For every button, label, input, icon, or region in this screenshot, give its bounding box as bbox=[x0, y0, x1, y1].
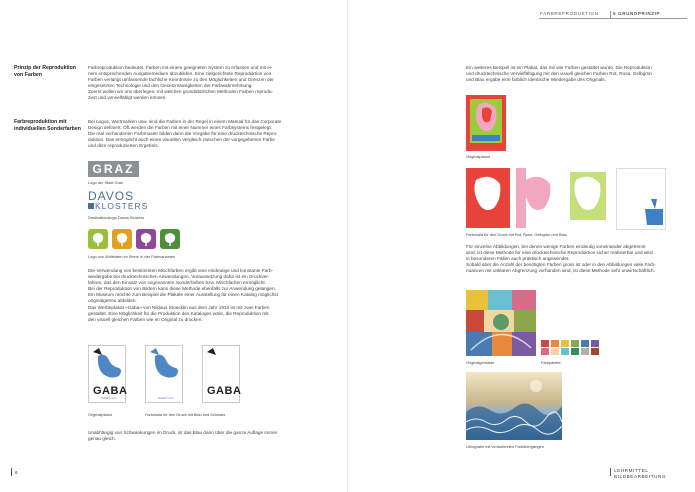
litho-caption: Lithografie mit verlaufenden Farbübergängen bbox=[466, 444, 544, 449]
footer-line2: BILDBEARBEITUNG bbox=[614, 473, 667, 479]
tree-logos bbox=[88, 228, 208, 250]
poster-original-caption: Originalplakat bbox=[466, 154, 490, 159]
palette-swatch bbox=[581, 340, 589, 347]
header-section: 5 GRUNDPRINZIP bbox=[613, 11, 661, 16]
painting-graphic bbox=[466, 290, 536, 356]
lithograph-graphic bbox=[466, 372, 562, 440]
scale-caption: Farbskala für den Druck mit Rot, Rosa, Gelbgrün und Blau bbox=[466, 232, 567, 237]
page-number-left: 6 bbox=[15, 470, 18, 475]
painting-caption: Originalgemälde bbox=[466, 360, 495, 365]
footer-line1: LEHRMITTEL bbox=[614, 468, 649, 473]
palette-swatch bbox=[541, 348, 549, 355]
gaba-figure bbox=[89, 346, 125, 386]
gaba-poster-original bbox=[88, 345, 126, 403]
trees-caption: Logo von Wolfsfarm im Sinne in vier Farbvarianten bbox=[88, 254, 176, 259]
poster-original-graphic bbox=[466, 95, 506, 151]
palette-swatch bbox=[561, 348, 569, 355]
scale-pink bbox=[516, 168, 560, 228]
tree-logos-graphic bbox=[88, 228, 208, 250]
poster-original bbox=[466, 95, 506, 151]
text-schwankungen: Unabhängig von Schwankungen im Druck, ist das Blau dann über die ganze Auflage immer genau gleich. bbox=[88, 430, 278, 442]
text-plakat-intro: Ein weiteres Beispiel ist ein Plakat, das mit vier Farben gestaltet wurde. Die Reproduktion und drucktechnische Vervielfältigung mit den visuell gleichen Farben Rot, Rosa, Gelbgrün und Blau ergabe eine farblich identische Wiedergabe des Originals. bbox=[466, 65, 653, 83]
text-mischfarben: Die Verwendung von bestimmten Mischfarben ergibt eine eindeutige und konstante Farb- wiedergabe bei drucktechnischen Anwendungen. Voraussetzung dafür ist ein Druckver- fahren, das den Einsatz von sogenannten Sonderfarben bzw. Mischfarben ermöglicht. Bei der Reproduktion von Bildern kann diese Methode ebenfalls zur Anwendung gelangen. Ein Museum möchte zum Beispiel die Plakate einer Ausstellung für einen Katalog möglichst originalgetreu abbilden. Das Werbeplakat «Gaba» von Niklaus Stoecklin aus dem Jahr 1934 ist mit zwei Farben gestaltet. Eine Möglichkeit für die Produktion des Kataloges wäre, die Reproduktion mit den visuell gleichen Farben wie im Original zu drucken. bbox=[88, 268, 278, 322]
painting-original bbox=[466, 290, 536, 356]
davos-caption: Destinationslogo Davos Klosters bbox=[88, 215, 145, 220]
graz-caption: Logo der Stadt Graz bbox=[88, 180, 124, 185]
gaba-poster-black bbox=[202, 345, 240, 403]
palette-swatch bbox=[591, 348, 599, 355]
text-sonderfarben: Bei Logos, Wortmarken usw. sind die Farben in der Regel in einem Manual für das Corporate Design definiert. Oft werden die Farben mit einer Nummer eines Farbsystems festgelegt. Die real vorhandenen Farbmuster bilden dann die Vorgabe für eine drucktechnische Repro- duktion. Das ermöglicht auch einen visuellen Vergleich zwischen der vorgegebenen Farbe und dem reproduzierten Ergebnis. bbox=[88, 119, 282, 149]
davos-logo-line1: DAVOS bbox=[88, 189, 135, 203]
header-rule bbox=[539, 18, 687, 19]
palette-caption: Farbpalette bbox=[541, 360, 561, 365]
gaba-caption-scale: Farbskala für den Druck mit Blau und Schwarz bbox=[145, 412, 226, 417]
palette-swatch bbox=[551, 340, 559, 347]
gaba-figure-blue bbox=[146, 346, 182, 386]
heading-prinzip: Prinzip der Reproduktion von Farben bbox=[14, 65, 76, 78]
header-chapter: FARBREPRODUKTION bbox=[540, 11, 599, 16]
palette-swatch bbox=[551, 348, 559, 355]
scale-blue bbox=[616, 168, 666, 230]
color-palette bbox=[541, 340, 601, 356]
footer-publication bbox=[614, 468, 666, 479]
gaba-word-original: GABA bbox=[93, 385, 128, 397]
footer-tick-left bbox=[11, 468, 12, 476]
page-fold bbox=[347, 0, 348, 492]
palette-swatch bbox=[561, 340, 569, 347]
palette-swatch bbox=[591, 340, 599, 347]
palette-swatch bbox=[541, 340, 549, 347]
gaba-caption-original: Originalplakat bbox=[88, 412, 112, 417]
davos-logo-line2: KLOSTERS bbox=[95, 201, 149, 211]
palette-swatch bbox=[581, 348, 589, 355]
footer-tick-right bbox=[610, 468, 611, 476]
lithograph bbox=[466, 372, 562, 440]
gaba-word-black: GABA bbox=[207, 385, 242, 397]
header-divider bbox=[610, 11, 611, 18]
palette-swatch bbox=[571, 340, 579, 347]
graz-logo: GRAZ bbox=[88, 161, 139, 177]
gaba-sub-blue: Gaba® rein bbox=[158, 396, 174, 400]
gaba-sub-original: Gaba® rein bbox=[101, 396, 117, 400]
scale-green bbox=[566, 168, 610, 228]
gaba-figure-black bbox=[203, 346, 239, 386]
heading-sonderfarben: Farbreproduktion mit individuellen Sonderfarben bbox=[14, 119, 81, 132]
scale-red bbox=[466, 168, 510, 228]
gaba-poster-blue bbox=[145, 345, 183, 403]
scale-blue-graphic bbox=[617, 169, 665, 229]
palette-swatch bbox=[571, 348, 579, 355]
scale-red-graphic bbox=[466, 168, 510, 228]
scale-pink-graphic bbox=[516, 168, 560, 228]
text-prinzip: Farbreproduktion bedeutet, Farben mit einem geeigneten System zu erfassen und mit ei- nem entsprechenden Ausgabemedium abzubilden. Eine zielgerichtete Reproduktion von Farben verlangt umfassende fachliche Kenntnisse zu den Möglichkeiten und Grenzen der eingesetzten Technologie und den Gesetzmässigkeiten der Farbwahrnehmung. Zuerst wollen wir uns überlegen, mit welchen grundsätzlichen Methoden Farben reprodu- ziert und vervielfältigt werden können. bbox=[88, 65, 274, 101]
davos-logo-mark bbox=[88, 203, 94, 209]
text-einzelne: Für einzelne Abbildungen, bei denen wenige Farben eindeutig voneinander abgetrennt sind, ist diese Methode für eine drucktechnische Reproduktion sicher realisierbar und wird in besonderen Fällen auch praktisch angewendet. Sobald aber die Anzahl der benötigten Farben gross ist oder in den Abbildungen viele Farb- nuancen mit unklaren Abgrenzung vorhanden sind, ist diese Methode sehr unwirtschaftlich. bbox=[466, 244, 656, 274]
scale-green-graphic bbox=[566, 168, 610, 228]
